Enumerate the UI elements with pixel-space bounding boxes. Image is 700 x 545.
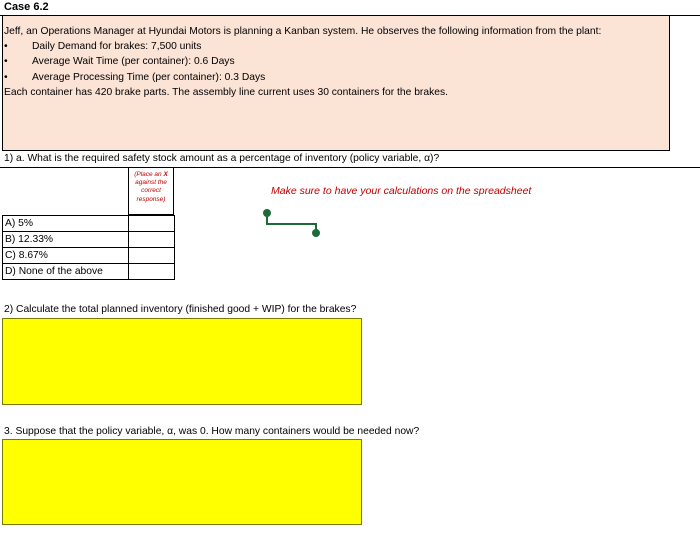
option-c: C) 8.67% bbox=[3, 248, 129, 264]
option-d-mark-cell[interactable] bbox=[129, 264, 175, 280]
answer-box-2[interactable] bbox=[2, 318, 362, 405]
spreadsheet-reminder: Make sure to have your calculations on the spreadsheet bbox=[271, 185, 532, 197]
bullet-icon: • bbox=[4, 71, 8, 83]
question-1: 1) a. What is the required safety stock amount as a percentage of inventory (policy variable, α)? bbox=[4, 153, 440, 164]
case-intro: Jeff, an Operations Manager at Hyundai Motors is planning a Kanban system. He observes the following information from the plant: bbox=[4, 26, 602, 37]
option-a: A) 5% bbox=[3, 216, 129, 232]
bullet-item bbox=[4, 70, 644, 85]
option-a-mark-cell[interactable] bbox=[129, 216, 175, 232]
bullet-text: Average Processing Time (per container): 0.3 Days bbox=[32, 71, 266, 83]
table-row bbox=[3, 264, 175, 280]
bullet-text: Daily Demand for brakes: 7,500 units bbox=[32, 41, 202, 53]
bullet-item bbox=[4, 39, 644, 54]
header-note-mark: X bbox=[163, 171, 168, 178]
option-d: D) None of the above bbox=[3, 264, 129, 280]
question-2: 2) Calculate the total planned inventory (finished good + WIP) for the brakes? bbox=[4, 304, 357, 315]
case-title: Case 6.2 bbox=[4, 1, 49, 13]
answer-box-3[interactable] bbox=[2, 439, 362, 525]
bullet-icon: • bbox=[4, 41, 8, 53]
table-row bbox=[3, 216, 175, 232]
title-row bbox=[0, 0, 700, 16]
case-description bbox=[4, 24, 644, 100]
option-c-mark-cell[interactable] bbox=[129, 248, 175, 264]
case-closing: Each container has 420 brake parts. The assembly line current uses 30 containers for the brakes. bbox=[4, 86, 448, 98]
header-note-post: against the correct response) bbox=[135, 179, 167, 203]
bullet-item bbox=[4, 54, 644, 69]
elbow-connector-icon[interactable] bbox=[262, 207, 322, 237]
table-row bbox=[3, 232, 175, 248]
bullet-text: Average Wait Time (per container): 0.6 Days bbox=[32, 56, 235, 68]
answer-options-table bbox=[2, 215, 175, 280]
option-b: B) 12.33% bbox=[3, 232, 129, 248]
question-1-divider bbox=[0, 167, 700, 168]
header-note-pre: (Place an bbox=[134, 171, 164, 178]
answer-column-header bbox=[128, 168, 174, 215]
table-row bbox=[3, 248, 175, 264]
option-b-mark-cell[interactable] bbox=[129, 232, 175, 248]
question-3: 3. Suppose that the policy variable, α, was 0. How many containers would be needed now? bbox=[4, 426, 420, 437]
bullet-icon: • bbox=[4, 56, 8, 68]
